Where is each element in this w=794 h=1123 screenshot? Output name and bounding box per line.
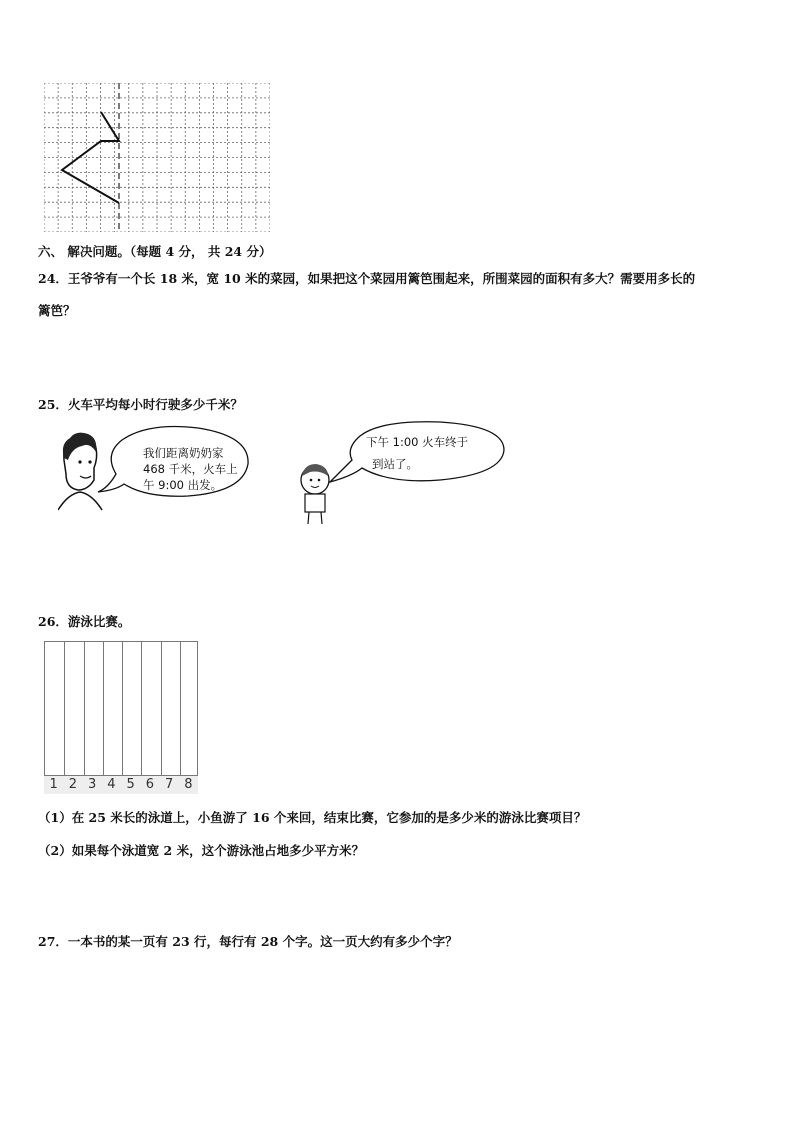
lane-divider bbox=[141, 642, 142, 775]
lane-number: 6 bbox=[145, 777, 155, 792]
question-26-title: 26．游泳比赛。 bbox=[38, 614, 131, 629]
bubble-left-text bbox=[143, 445, 238, 493]
bubble-left-line: 468 千米，火车上 bbox=[143, 462, 238, 476]
swimming-pool bbox=[44, 641, 198, 776]
question-27: 27．一本书的某一页有 23 行，每行有 28 个字。这一页大约有多少个字？ bbox=[38, 934, 458, 949]
bubble-left-line: 午 9:00 出发。 bbox=[143, 478, 223, 492]
child-figure-icon bbox=[301, 464, 329, 524]
grid-drawing bbox=[44, 83, 270, 232]
section-heading: 六、 解决问题。（每题 4 分， 共 24 分） bbox=[38, 244, 272, 259]
bubble-right-line: 到站了。 bbox=[372, 457, 418, 471]
grid-figure bbox=[44, 83, 270, 232]
lane-number: 8 bbox=[184, 777, 193, 792]
lane-divider bbox=[64, 642, 65, 775]
bubble-right-line: 下午 1:00 火车终于 bbox=[366, 435, 469, 449]
lane-number: 3 bbox=[87, 777, 97, 792]
lane-number: 2 bbox=[68, 777, 78, 792]
pool-lanes bbox=[45, 642, 197, 775]
lane-number: 7 bbox=[164, 777, 174, 792]
lane-divider bbox=[84, 642, 85, 775]
lane-number: 1 bbox=[49, 777, 58, 792]
question-25: 25．火车平均每小时行驶多少千米？ bbox=[38, 397, 243, 412]
bubble-right-text bbox=[366, 434, 468, 472]
bubble-left-line: 我们距离奶奶家 bbox=[143, 446, 224, 460]
lane-divider bbox=[180, 642, 181, 775]
lane-numbers bbox=[44, 776, 198, 794]
question-26-part2: （2）如果每个泳道宽 2 米，这个游泳池占地多少平方米？ bbox=[38, 843, 365, 858]
question-24-line2: 篱笆？ bbox=[38, 303, 76, 318]
lane-divider bbox=[122, 642, 123, 775]
lane-divider bbox=[161, 642, 162, 775]
lane-number: 5 bbox=[126, 777, 135, 792]
question-24-line1: 24．王爷爷有一个长 18 米，宽 10 米的菜园，如果把这个菜园用篱笆围起来，所围菜园的面积有多大？需要用多长的 bbox=[38, 271, 696, 286]
adult-figure-icon bbox=[58, 433, 102, 510]
question-26-part1: （1）在 25 米长的泳道上，小鱼游了 16 个来回，结束比赛，它参加的是多少米的游泳比赛项目？ bbox=[38, 810, 587, 825]
half-figure-shape bbox=[62, 112, 119, 203]
lane-divider bbox=[103, 642, 104, 775]
lane-number: 4 bbox=[107, 777, 116, 792]
